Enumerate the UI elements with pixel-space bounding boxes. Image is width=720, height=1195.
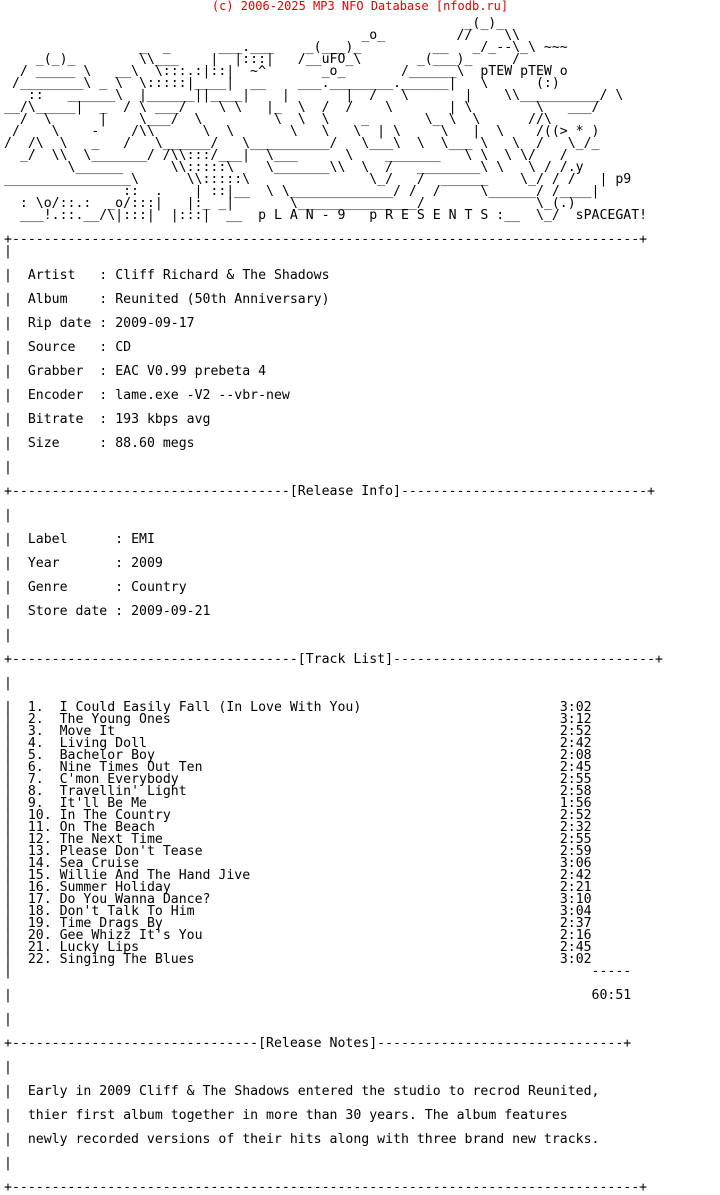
track-time: 3:06 bbox=[559, 856, 592, 871]
track-title: The Young Ones bbox=[59, 712, 171, 727]
track-time: 2:45 bbox=[559, 760, 592, 775]
track-number: 15. bbox=[27, 868, 52, 883]
track-row: | 12. The Next Time 2:55 bbox=[4, 832, 592, 847]
track-row: | 18. Don't Talk To Him 3:04 bbox=[4, 904, 592, 919]
track-row: | 20. Gee Whizz It's You 2:16 bbox=[4, 928, 592, 943]
genre-value: Country bbox=[131, 580, 187, 595]
track-number: 19. bbox=[27, 916, 52, 931]
track-row: | 22. Singing The Blues 3:02 bbox=[4, 952, 592, 967]
info-row-source: | Source : CD bbox=[4, 340, 132, 355]
track-time: 2:55 bbox=[559, 772, 592, 787]
label-value: EMI bbox=[131, 532, 155, 547]
grabber-value: EAC V0.99 prebeta 4 bbox=[115, 364, 267, 379]
track-number: 17. bbox=[27, 892, 52, 907]
track-number: 13. bbox=[27, 844, 52, 859]
track-title: Bachelor Boy bbox=[59, 748, 155, 763]
track-row: | 15. Willie And The Hand Jive 2:42 bbox=[4, 868, 592, 883]
track-number: 1. bbox=[27, 700, 44, 715]
track-title: In The Country bbox=[59, 808, 171, 823]
track-time: 2:32 bbox=[559, 820, 592, 835]
track-row: | 6. Nine Times Out Ten 2:45 bbox=[4, 760, 592, 775]
track-row: | 21. Lucky Lips 2:45 bbox=[4, 940, 592, 955]
track-time: 2:42 bbox=[559, 868, 592, 883]
track-number: 6. bbox=[27, 760, 44, 775]
track-time: 2:16 bbox=[559, 928, 592, 943]
track-number: 11. bbox=[27, 820, 52, 835]
site-header: (c) 2006-2025 MP3 NFO Database [nfodb.ru] bbox=[211, 0, 509, 13]
release-row-genre: | Genre : Country bbox=[4, 580, 187, 595]
track-row: | 17. Do You Wanna Dance? 3:10 bbox=[4, 892, 592, 907]
ascii-art-banner: _(_)_ _o_ // \\ _ _ ___.___ _(___)_ __ _/_--\_\ ~~~ _(_)_ \\___ | |:::| /__uFO_\ _(___)_ / / _____ \ __\ \:::.:|::| ~^ _o_ /______\ pTEW pTEW o /________\ _ \ \:::::|____| __ ___.________.______| \ (:) :: ______\ |______||____| | | / \ | \\__________/ \ __/\_____| _ / \ ___/ \ \ |_ \ / / \ | \ \ ___/ / \ | \___/ \ \ \ \ _ \_ \ \ //\ / \ - /\\ \ \ \ \ \ | \ \ | \ /((> * ) / /\ \ _ / \______/ \__________/ \___\ \ \___ \ \ / \_/_ _/ \\ \_______/ /\\:::/___| \___ \ _______ \ \ \ \/ / \______ \\:::::\ \_______\\ \ / ________\ \ \ / /.y ________________\ \\:::::\ \_/ / ______ \_/ / / | p9 :: . | ::|__ \ \_____________/ / / \______/ /____| : \o/::.: _o/:::| |:_ _| \_______________/ \_(.) ___!.::.__/\|:::| |:::| __ p L A N - 9 p R E S E N T S :__ \_/ sPACEGAT! bbox=[4, 16, 648, 223]
track-title: Willie And The Hand Jive bbox=[59, 868, 251, 883]
track-number: 5. bbox=[27, 748, 44, 763]
track-time: 2:52 bbox=[559, 808, 592, 823]
track-row: | 14. Sea Cruise 3:06 bbox=[4, 856, 592, 871]
track-number: 14. bbox=[27, 856, 52, 871]
track-title: Nine Times Out Ten bbox=[59, 760, 203, 775]
size-value: 88.60 megs bbox=[115, 436, 195, 451]
total-time: 60:51 bbox=[591, 988, 632, 1003]
track-title: Lucky Lips bbox=[59, 940, 140, 955]
track-title: Move It bbox=[59, 724, 116, 739]
track-list-title: [Track List] bbox=[297, 652, 394, 667]
track-title: Summer Holiday bbox=[59, 880, 171, 895]
release-row-year: | Year : 2009 bbox=[4, 556, 163, 571]
track-number: 10. bbox=[27, 808, 52, 823]
track-row: | 1. I Could Easily Fall (In Love With You) 3:02 bbox=[4, 700, 592, 715]
track-row: | 5. Bachelor Boy 2:08 bbox=[4, 748, 592, 763]
track-row: | 2. The Young Ones 3:12 bbox=[4, 712, 592, 727]
track-row: | 16. Summer Holiday 2:21 bbox=[4, 880, 592, 895]
track-row: | 10. In The Country 2:52 bbox=[4, 808, 592, 823]
track-title: Travellin' Light bbox=[59, 784, 187, 799]
total-separator: | ----- bbox=[4, 964, 632, 979]
release-row-storedate: | Store date : 2009-09-21 bbox=[4, 604, 211, 619]
section-header-release-notes: +-------------------------------[Release Notes]-------------------------------+ bbox=[4, 1036, 632, 1051]
track-time: 2:42 bbox=[559, 736, 592, 751]
ripdate-value: 2009-09-17 bbox=[115, 316, 195, 331]
track-list bbox=[4, 702, 663, 966]
track-time: 2:37 bbox=[559, 916, 592, 931]
nfo-document: _(_)_ _o_ // \\ _ _ ___.___ _(___)_ __ _/_--\_\ ~~~ _(_)_ \\___ | |:::| /__uFO_\ _(___)_ / / _____ \ __\ \:::.:|::| ~^ _o_ /______\ pTEW pTEW o /________\ _ \ \:::::|____| __ ___.________.______| \ (:) :: ______\ |______||____| | | / \ | \\__________/ \ __/\_____| _ / \ ___/ \ \ |_ \ / / \ | \ \ ___/ / \ | \___/ \ \ \ \ _ \_ \ \ //\ / \ - /\\ \ \ \ \ \ | \ \ | \ /((> * ) / /\ \ _ / \______/ \__________/ \___\ \ \___ \ \ / \_/_ _/ \\ \_______/ /\\:::/___| \___ \ _______ \ \ \ \/ / \______ \\:::::\ \_______\\ \ / ________\ \ \ / /.y ________________\ \\:::::\ \_/ / ______ \_/ / / | p9 :: . | ::|__ \ \_____________/ / / \______/ /____| : \o/::.: _o/:::| |:_ _| \_______________/ \_(.) ___!.::.__/\|:::| |:::| __ p L A N - 9 p R E S E N T S :__ \_/ sPACEGAT! +-------------------------------------------------------------------------------+ | | Artist : Cliff Richard & The Shadows | Album : Reunited (50th Anniversary) | Rip date : 2009-09-17 | Source : CD | Grabber : EAC V0.99 prebeta 4 | Encoder : lame.exe -V2 --vbr-new | Bitrate : 193 kbps avg | Size : 88.60 megs | +-----------------------------------[Release Info]-------------------------------+ | | Label : EMI | Year : 2009 | Genre : Country | Store date : 2009-09-21 | +------------------------------------[Track List]---------------------------------+ | | 1. I Could Easily Fall (In Love With You) 3:02 | 2. The Young Ones 3:12 | 3. Move It 2:52 | 4. Living Doll 2:42 | 5. Bachelor Boy 2:08 | 6. Nine Times Out Ten 2:45 | 7. C'mon Everybody 2:55 | 8. Travellin' Light 2:58 | 9. It'll Be Me 1:56 | 10. In The Country 2:52 | 11. On The Beach 2:32 | 12. The Next Time 2:55 | 13. Please Don't Tease 2:59 | 14. Sea Cruise 3:06 | 15. Willie And The Hand Jive 2:42 | 16. Summer Holiday 2:21 | 17. Do You Wanna Dance? 3:10 | 18. Don't Talk To Him 3:04 | 19. Time Drags By 2:37 | 20. Gee Whizz It's You 2:16 | 21. Lucky Lips 2:45 | 22. Singing The Blues 3:02 | ----- | 60:51 | +-------------------------------[Release Notes]-------------------------------+ | | Early in 2009 Cliff & The Shadows entered the studio to recrod Reunited, | thier first album together in more than 30 years. The album features | newly recorded versions of their hits along with three brand new tracks. | +-------------------------------------------------------------------------------+ bbox=[4, 16, 663, 1195]
section-header-track-list: +------------------------------------[Track List]---------------------------------+ bbox=[4, 652, 663, 667]
track-number: 7. bbox=[27, 772, 44, 787]
track-title: Singing The Blues bbox=[59, 952, 195, 967]
release-info-title: [Release Info] bbox=[289, 484, 401, 499]
source-value: CD bbox=[115, 340, 132, 355]
track-number: 20. bbox=[27, 928, 52, 943]
track-time: 2:58 bbox=[559, 784, 592, 799]
track-time: 3:02 bbox=[559, 952, 592, 967]
track-number: 2. bbox=[27, 712, 44, 727]
storedate-value: 2009-09-21 bbox=[131, 604, 211, 619]
track-row: | 19. Time Drags By 2:37 bbox=[4, 916, 592, 931]
track-time: 2:52 bbox=[559, 724, 592, 739]
track-title: Sea Cruise bbox=[59, 856, 140, 871]
track-title: C'mon Everybody bbox=[59, 772, 179, 787]
total-time-row: | 60:51 bbox=[4, 988, 632, 1003]
track-row: | 11. On The Beach 2:32 bbox=[4, 820, 592, 835]
track-number: 12. bbox=[27, 832, 52, 847]
track-time: 2:45 bbox=[559, 940, 592, 955]
track-time: 2:55 bbox=[559, 832, 592, 847]
info-row-album: | Album : Reunited (50th Anniversary) bbox=[4, 292, 330, 307]
year-value: 2009 bbox=[131, 556, 163, 571]
track-row: | 4. Living Doll 2:42 bbox=[4, 736, 592, 751]
track-number: 3. bbox=[27, 724, 44, 739]
track-time: 3:10 bbox=[559, 892, 592, 907]
track-number: 4. bbox=[27, 736, 44, 751]
album-value: Reunited (50th Anniversary) bbox=[115, 292, 330, 307]
track-time: 2:08 bbox=[559, 748, 592, 763]
track-title: It'll Be Me bbox=[59, 796, 147, 811]
track-title: Time Drags By bbox=[59, 916, 163, 931]
track-time: 2:21 bbox=[559, 880, 592, 895]
info-row-bitrate: | Bitrate : 193 kbps avg bbox=[4, 412, 211, 427]
track-time: 3:02 bbox=[559, 700, 592, 715]
track-row: | 8. Travellin' Light 2:58 bbox=[4, 784, 592, 799]
track-number: 16. bbox=[27, 880, 52, 895]
release-notes-title: [Release Notes] bbox=[258, 1036, 378, 1051]
spacer: | bbox=[4, 244, 12, 259]
track-time: 1:56 bbox=[559, 796, 592, 811]
track-title: On The Beach bbox=[59, 820, 155, 835]
track-title: Gee Whizz It's You bbox=[59, 928, 203, 943]
info-row-size: | Size : 88.60 megs bbox=[4, 436, 195, 451]
track-number: 22. bbox=[27, 952, 52, 967]
notes-line-3: | newly recorded versions of their hits along with three brand new tracks. bbox=[4, 1132, 600, 1147]
info-row-artist: | Artist : Cliff Richard & The Shadows bbox=[4, 268, 330, 283]
divider-top: +-------------------------------------------------------------------------------+ bbox=[4, 232, 648, 247]
track-title: Living Doll bbox=[59, 736, 147, 751]
track-number: 21. bbox=[27, 940, 52, 955]
track-title: Don't Talk To Him bbox=[59, 904, 195, 919]
track-number: 9. bbox=[27, 796, 44, 811]
track-title: Please Don't Tease bbox=[59, 844, 203, 859]
track-time: 2:59 bbox=[559, 844, 592, 859]
track-number: 18. bbox=[27, 904, 52, 919]
track-time: 3:04 bbox=[559, 904, 592, 919]
track-number: 8. bbox=[27, 784, 44, 799]
release-row-label: | Label : EMI bbox=[4, 532, 155, 547]
section-header-release-info: +-----------------------------------[Release Info]-------------------------------+ bbox=[4, 484, 656, 499]
track-row: | 13. Please Don't Tease 2:59 bbox=[4, 844, 592, 859]
track-title: The Next Time bbox=[59, 832, 163, 847]
track-time: 3:12 bbox=[559, 712, 592, 727]
info-row-encoder: | Encoder : lame.exe -V2 --vbr-new bbox=[4, 388, 290, 403]
notes-line-2: | thier first album together in more than 30 years. The album features bbox=[4, 1108, 568, 1123]
track-row: | 7. C'mon Everybody 2:55 bbox=[4, 772, 592, 787]
info-row-grabber: | Grabber : EAC V0.99 prebeta 4 bbox=[4, 364, 267, 379]
info-row-ripdate: | Rip date : 2009-09-17 bbox=[4, 316, 195, 331]
notes-line-1: | Early in 2009 Cliff & The Shadows entered the studio to recrod Reunited, bbox=[4, 1084, 600, 1099]
artist-value: Cliff Richard & The Shadows bbox=[115, 268, 330, 283]
track-title: Do You Wanna Dance? bbox=[59, 892, 211, 907]
track-title: I Could Easily Fall (In Love With You) bbox=[59, 700, 362, 715]
divider-bottom: +-------------------------------------------------------------------------------+ bbox=[4, 1180, 648, 1195]
bitrate-value: 193 kbps avg bbox=[115, 412, 211, 427]
encoder-value: lame.exe -V2 --vbr-new bbox=[115, 388, 290, 403]
track-row: | 3. Move It 2:52 bbox=[4, 724, 592, 739]
track-row: | 9. It'll Be Me 1:56 bbox=[4, 796, 592, 811]
